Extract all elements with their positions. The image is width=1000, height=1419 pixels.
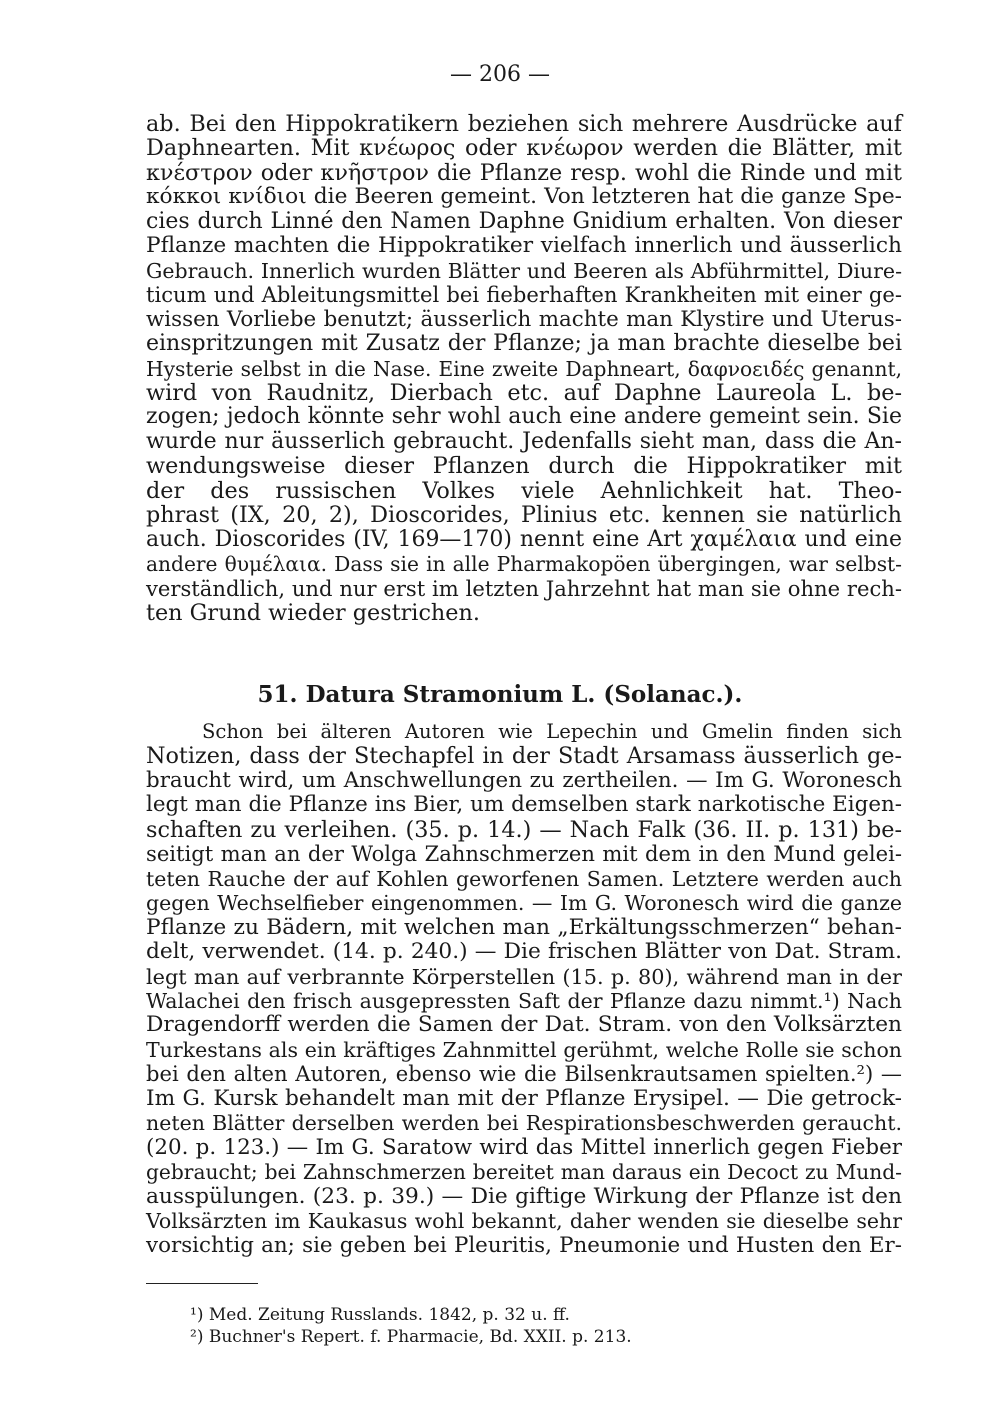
text-line: Hysterie selbst in die Nase. Eine zweite Daphneart, δαφνοειδές genannt, [146, 356, 902, 381]
text-line: neten Blätter derselben werden bei Respirationsbeschwerden geraucht. [146, 1111, 902, 1136]
text-line: Turkestans als ein kräftiges Zahnmittel gerühmt, welche Rolle sie schon [146, 1037, 902, 1062]
text-line: bei den alten Autoren, ebenso wie die Bilsenkrautsamen spielten.²) — [146, 1061, 902, 1087]
text-line: gegen Wechselfieber eingenommen. — Im G. Woronesch wird die ganze [146, 891, 902, 916]
text-line: phrast (IX, 20, 2), Dioscorides, Plinius etc. kennen sie natürlich [146, 502, 902, 529]
footnote-divider [146, 1283, 258, 1284]
text-line: wurde nur äusserlich gebraucht. Jedenfalls sieht man, dass die An- [146, 428, 902, 454]
text-line: auch. Dioscorides (IV, 169—170) nennt eine Art χαμέλαια und eine [146, 526, 902, 552]
text-line: einspritzungen mit Zusatz der Pflanze; ja man brachte dieselbe bei [146, 331, 902, 357]
text-line: Im G. Kursk behandelt man mit der Pflanze Erysipel. — Die getrock- [146, 1085, 902, 1111]
text-line: ab. Bei den Hippokratikern beziehen sich mehrere Ausdrücke auf [146, 111, 902, 137]
text-line: wendungsweise dieser Pflanzen durch die Hippokratiker mit [146, 453, 902, 480]
text-line: braucht wird, um Anschwellungen zu zertheilen. — Im G. Woronesch [146, 767, 902, 793]
text-line: seitigt man an der Wolga Zahnschmerzen mit dem in den Mund gelei- [146, 841, 902, 867]
text-line: der des russischen Volkes viele Aehnlichkeit hat. Theo- [146, 477, 902, 504]
paragraph-daphne [146, 112, 902, 626]
text-line: gebraucht; bei Zahnschmerzen bereitet man daraus ein Decoct zu Mund- [146, 1160, 902, 1185]
footnote-1: ¹) Med. Zeitung Russlands. 1842, p. 32 u. ff. [190, 1305, 570, 1325]
text-line: teten Rauche der auf Kohlen geworfenen Samen. Letztere werden auch [146, 866, 902, 891]
footnotes [190, 1304, 890, 1348]
footnote-2: ²) Buchner's Repert. f. Pharmacie, Bd. XXII. p. 213. [190, 1327, 632, 1347]
page-number: — 206 — [450, 62, 550, 87]
text-line: (20. p. 123.) — Im G. Saratow wird das Mittel innerlich gegen Fieber [146, 1134, 902, 1160]
text-line: Gebrauch. Innerlich wurden Blätter und Beeren als Abführmittel, Diure- [146, 258, 902, 283]
text-line: vorsichtig an; sie geben bei Pleuritis, Pneumonie und Husten den Er- [146, 1232, 902, 1258]
text-line: ticum und Ableitungsmittel bei fieberhaften Krankheiten mit einer ge- [146, 282, 902, 308]
text-line: Pflanze machten die Hippokratiker vielfach innerlich und äusserlich [146, 233, 902, 259]
text-line: cies durch Linné den Namen Daphne Gnidium erhalten. Von dieser [146, 208, 902, 234]
text-line: κνέστρον oder κνῆστρον die Pflanze resp. wohl die Rinde und mit [146, 159, 902, 186]
text-line: Pflanze zu Bädern, mit welchen man „Erkältungsschmerzen“ behan- [146, 914, 902, 940]
text-line: wird von Raudnitz, Dierbach etc. auf Daphne Laureola L. be- [146, 379, 902, 406]
text-line: verständlich, und nur erst im letzten Jahrzehnt hat man sie ohne rech- [146, 575, 902, 601]
text-line: andere θυμέλαια. Dass sie in alle Pharmakopöen übergingen, war selbst- [146, 552, 902, 577]
text-line: Dragendorff werden die Samen der Dat. Stram. von den Volksärzten [146, 1012, 902, 1038]
text-line: Notizen, dass der Stechapfel in der Stadt Arsamass äusserlich ge- [146, 743, 902, 770]
text-line: delt, verwendet. (14. p. 240.) — Die frischen Blätter von Dat. Stram. [146, 939, 902, 965]
text-line: ausspülungen. (23. p. 39.) — Die giftige Wirkung der Pflanze ist den [146, 1183, 902, 1209]
text-line: Schon bei älteren Autoren wie Lepechin und Gmelin finden sich [202, 720, 902, 743]
text-line: Volksärzten im Kaukasus wohl bekannt, daher wenden sie dieselbe sehr [146, 1209, 902, 1234]
text-line: κόκκοι κνίδιοι die Beeren gemeint. Von letzteren hat die ganze Spe- [146, 184, 902, 210]
text-line: schaften zu verleihen. (35. p. 14.) — Nach Falk (36. II. p. 131) be- [146, 816, 902, 843]
text-line: legt man die Pflanze ins Bier, um demselben stark narkotische Eigen- [146, 792, 902, 818]
text-line: legt man auf verbrannte Körperstellen (15. p. 80), während man in der [146, 964, 902, 989]
text-line: Daphnearten. Mit κνέωρος oder κνέωρον werden die Blätter, mit [146, 135, 902, 162]
text-line: wissen Vorliebe benutzt; äusserlich machte man Klystire und Uterus- [146, 306, 902, 332]
text-line: ten Grund wieder gestrichen. [146, 600, 480, 627]
paragraph-datura [146, 720, 902, 1258]
text-line: Walachei den frisch ausgepressten Saft der Pflanze dazu nimmt.¹) Nach [146, 988, 902, 1013]
section-heading: 51. Datura Stramonium L. (Solanac.). [257, 681, 743, 708]
text-line: zogen; jedoch könnte sehr wohl auch eine andere gemeint sein. Sie [146, 404, 902, 430]
